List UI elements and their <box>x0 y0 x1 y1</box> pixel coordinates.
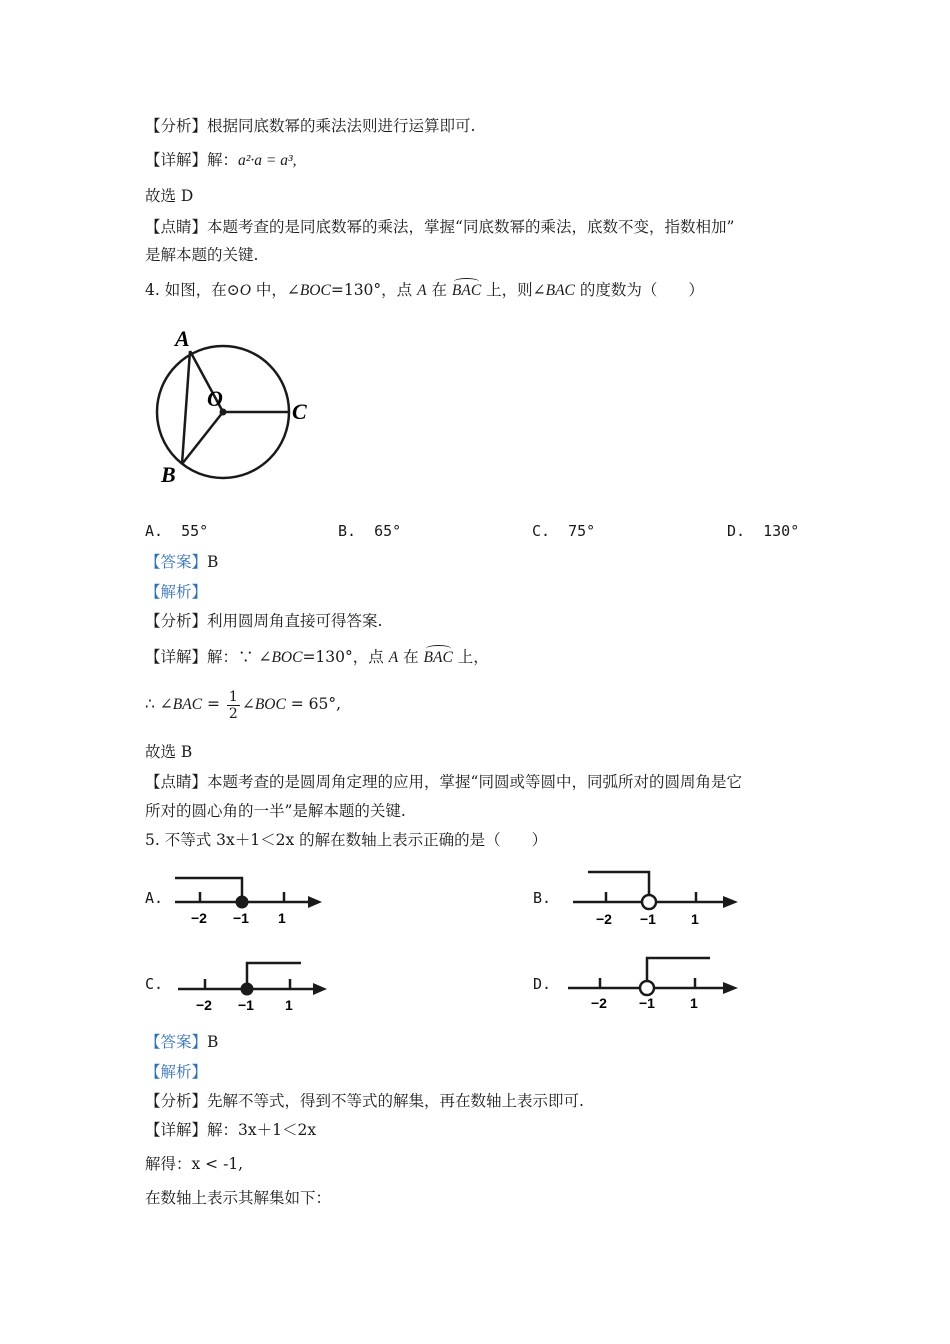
tick-label: −1 <box>233 910 249 926</box>
tick-label: 1 <box>690 995 698 1011</box>
q4-option-d: D. 130° <box>727 522 800 540</box>
q4-comment-2: 所对的圆心角的一半”是解本题的关键. <box>145 802 406 820</box>
q5-question: 5. 不等式 3x＋1＜2x 的解在数轴上表示正确的是（ ） <box>145 831 548 849</box>
label-o: O <box>207 386 223 411</box>
q5-detail: 【详解】解：3x＋1＜2x <box>145 1121 317 1139</box>
solid-dot <box>241 983 254 996</box>
tick-label: −2 <box>596 911 612 927</box>
q4-comment-1: 【点睛】本题考查的是圆周角定理的应用，掌握“同圆或等圆中，同弧所对的圆周角是它 <box>145 773 742 791</box>
radius-ob <box>182 412 223 464</box>
q4-option-b: B. 65° <box>338 522 402 540</box>
number-line-b <box>570 866 745 930</box>
chord-ab <box>182 351 190 464</box>
q4-analysis: 【分析】利用圆周角直接可得答案. <box>145 612 383 630</box>
solid-dot <box>236 896 249 909</box>
q4-choice: 故选 B <box>145 743 193 761</box>
q4-answer: 【答案】B <box>145 553 219 571</box>
q3-detail: 【详解】解：a²·a = a³, <box>145 151 297 169</box>
tick-label: 1 <box>691 911 699 927</box>
q5-explain-tag: 【解析】 <box>145 1063 208 1081</box>
arrow-icon <box>723 982 738 994</box>
q5-option-d-key: D. <box>533 975 552 993</box>
hollow-dot <box>640 981 654 995</box>
q5-option-c-key: C. <box>145 975 164 993</box>
q4-detail: 【详解】解：∵ ∠BOC=130°，点 A 在 BAC 上， <box>145 648 489 666</box>
q5-option-a-key: A. <box>145 889 164 907</box>
tick-label: −1 <box>640 911 656 927</box>
q3-comment-2: 是解本题的关键. <box>145 246 259 264</box>
q4-calculation: ∴ ∠BAC = $\frac{1}{2}$ ∠BOC = 65°, <box>145 688 342 722</box>
arrow-icon <box>313 983 327 995</box>
label-c: C <box>292 399 307 424</box>
q3-comment-1: 【点睛】本题考查的是同底数幂的乘法，掌握“同底数幂的乘法，底数不变，指数相加” <box>145 218 735 236</box>
q4-explain-tag: 【解析】 <box>145 583 208 601</box>
q3-choice: 故选 D <box>145 187 194 205</box>
q5-option-b-key: B. <box>533 889 552 907</box>
number-line-a <box>170 872 330 930</box>
arrow-icon <box>308 896 322 908</box>
tick-label: −1 <box>639 995 655 1011</box>
q5-analysis: 【分析】先解不等式，得到不等式的解集，再在数轴上表示即可. <box>145 1092 584 1110</box>
q4-option-c: C. 75° <box>532 522 596 540</box>
tick-label: 1 <box>285 997 293 1013</box>
tick-label: −2 <box>591 995 607 1011</box>
tick-label: −2 <box>191 910 207 926</box>
q4-question: 4. 如图，在⊙O 中，∠BOC=130°，点 A 在 BAC 上，则∠BAC 的度数为（ ） <box>145 281 704 299</box>
fraction-one-half: $\frac{1}{2}$ <box>228 688 238 722</box>
q3-analysis: 【分析】根据同底数幂的乘法法则进行运算即可. <box>145 117 476 135</box>
tick-label: −1 <box>238 997 254 1013</box>
q4-option-a: A. 55° <box>145 522 209 540</box>
q5-display: 在数轴上表示其解集如下： <box>145 1189 332 1207</box>
q5-solve: 解得：x < -1, <box>145 1155 244 1173</box>
number-line-c <box>175 956 335 1016</box>
label-a: A <box>175 326 190 351</box>
tick-label: 1 <box>278 910 286 926</box>
tick-label: −2 <box>196 997 212 1013</box>
number-line-d <box>565 952 745 1016</box>
label-b: B <box>161 462 176 487</box>
hollow-dot <box>642 895 656 909</box>
circle-figure <box>150 325 330 490</box>
q5-answer: 【答案】B <box>145 1033 219 1051</box>
arrow-icon <box>723 896 738 908</box>
